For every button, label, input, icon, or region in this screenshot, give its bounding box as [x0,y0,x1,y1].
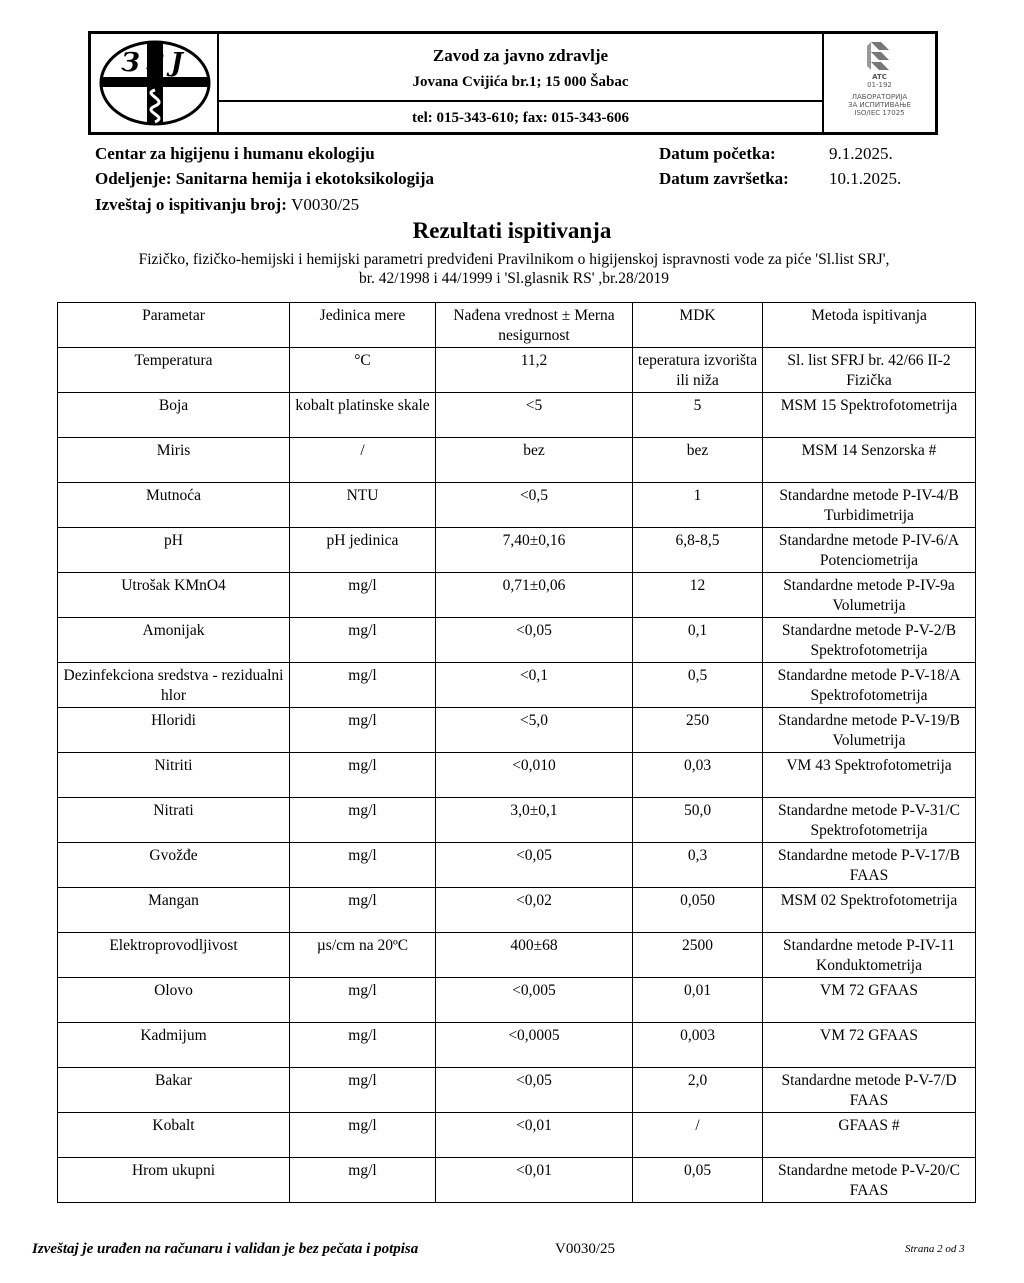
cell-unit: pH jedinica [290,528,436,573]
header-mdk: MDK [633,303,763,348]
cell-method: MSM 02 Spektrofotometrija [763,888,976,933]
institution-address: Jovana Cvijića br.1; 15 000 Šabac [412,74,629,90]
cell-mdk: 2500 [633,933,763,978]
table-row [58,1113,976,1158]
cell-value: 400±68 [436,933,633,978]
table-row [58,798,976,843]
center-name: Centar za higijenu i humanu ekologiju [95,144,375,163]
cell-value: 3,0±0,1 [436,798,633,843]
cell-unit: / [290,438,436,483]
subtitle-line-1: Fizičko, fizičko-hemijski i hemijski parametri predviđeni Pravilnikom o higijenskoj ispravnosti vode za piće 'Sl.list SRJ', [138,251,890,268]
subtitle-line-2: br. 42/1998 i 44/1999 i 'Sl.glasnik RS' ,br.28/2019 [358,270,669,287]
cell-parameter: Boja [58,393,290,438]
cell-unit: mg/l [290,663,436,708]
cell-parameter: Hrom ukupni [58,1158,290,1203]
cell-parameter: Elektroprovodljivost [58,933,290,978]
cell-unit: mg/l [290,798,436,843]
cell-method: Standardne metode P-V-18/A Spektrofotometrija [763,663,976,708]
cell-method: Standardne metode P-V-7/D FAAS [763,1068,976,1113]
cell-parameter: Olovo [58,978,290,1023]
accreditation-mark [824,34,935,132]
cell-method: GFAAS # [763,1113,976,1158]
document-header [88,31,938,135]
cell-parameter: Amonijak [58,618,290,663]
cell-parameter: Kadmijum [58,1023,290,1068]
cell-method: Standardne metode P-IV-11 Konduktometrija [763,933,976,978]
footer-note: Izveštaj je urađen na računaru i validan je bez pečata i potpisa [32,1241,419,1257]
cell-value: <0,5 [436,483,633,528]
cell-method: Standardne metode P-V-17/B FAAS [763,843,976,888]
cell-method: Sl. list SFRJ br. 42/66 II-2 Fizička [763,348,976,393]
accreditation-line-1: ЛАБОРАТОРИЈА [851,93,908,101]
cell-mdk: / [633,1113,763,1158]
table-row [58,483,976,528]
cell-value: <0,005 [436,978,633,1023]
cell-mdk: 50,0 [633,798,763,843]
cell-value: 11,2 [436,348,633,393]
report-number: V0030/25 [291,195,360,214]
cell-value: <0,05 [436,1068,633,1113]
accreditation-number: 01-192 [867,81,892,89]
footer-report-code: V0030/25 [555,1241,615,1257]
cell-parameter: Bakar [58,1068,290,1113]
cell-mdk: 5 [633,393,763,438]
cell-value: 7,40±0,16 [436,528,633,573]
cell-value: <0,01 [436,1158,633,1203]
cell-unit: mg/l [290,708,436,753]
table-row [58,573,976,618]
cell-value: <0,010 [436,753,633,798]
cell-unit: mg/l [290,1113,436,1158]
table-row [58,978,976,1023]
cell-value: <0,01 [436,1113,633,1158]
page-title: Rezultati ispitivanja [412,218,612,243]
accreditation-icon [863,40,897,72]
accreditation-line-3: ISO/IEC 17025 [854,109,905,117]
cell-mdk: 6,8-8,5 [633,528,763,573]
cell-method: Standardne metode P-V-19/B Volumetrija [763,708,976,753]
cell-unit: mg/l [290,888,436,933]
cell-parameter: Temperatura [58,348,290,393]
cell-value: <0,1 [436,663,633,708]
cell-value: <5,0 [436,708,633,753]
cell-mdk: 0,03 [633,753,763,798]
end-date-line [659,169,901,189]
department-name: Odeljenje: Sanitarna hemija i ekotoksikologija [95,169,435,188]
cell-method: Standardne metode P-V-20/C FAAS [763,1158,976,1203]
cell-unit: mg/l [290,573,436,618]
report-number-label: Izveštaj o ispitivanju broj: [95,195,287,214]
cell-mdk: 0,5 [633,663,763,708]
results-body [58,348,976,1203]
cell-mdk: 0,003 [633,1023,763,1068]
table-row [58,663,976,708]
table-header-row [58,303,976,348]
header-unit: Jedinica mere [290,303,436,348]
report-number-line [95,195,359,215]
cell-mdk: 1 [633,483,763,528]
subtitle [40,250,988,288]
cell-method: MSM 15 Spektrofotometrija [763,393,976,438]
table-row [58,438,976,483]
cell-unit: mg/l [290,618,436,663]
table-row [58,618,976,663]
cell-parameter: Mangan [58,888,290,933]
table-row [58,933,976,978]
cell-value: <0,02 [436,888,633,933]
institution-phone: tel: 015-343-610; fax: 015-343-606 [411,110,630,126]
cell-unit: mg/l [290,978,436,1023]
table-row [58,708,976,753]
cell-mdk: 0,050 [633,888,763,933]
cell-mdk: 0,05 [633,1158,763,1203]
cell-unit: mg/l [290,1068,436,1113]
cell-value: <5 [436,393,633,438]
cell-method: MSM 14 Senzorska # [763,438,976,483]
cell-unit: kobalt platinske skale [290,393,436,438]
cell-parameter: Utrošak KMnO4 [58,573,290,618]
cell-value: <0,05 [436,843,633,888]
logo-text: ЗЗЈ [121,48,189,78]
cell-mdk: bez [633,438,763,483]
end-date-label: Datum završetka: [659,169,789,188]
cell-value: <0,0005 [436,1023,633,1068]
start-date-line [659,144,893,164]
table-row [58,1068,976,1113]
cell-method: VM 72 GFAAS [763,978,976,1023]
start-date-label: Datum početka: [659,144,776,163]
cell-parameter: Nitrati [58,798,290,843]
cell-mdk: 2,0 [633,1068,763,1113]
cell-unit: NTU [290,483,436,528]
header-method: Metoda ispitivanja [763,303,976,348]
cell-unit: µs/cm na 20ºC [290,933,436,978]
table-row [58,888,976,933]
cell-value: <0,05 [436,618,633,663]
cell-parameter: Kobalt [58,1113,290,1158]
cell-unit: °C [290,348,436,393]
institution-info [219,34,824,132]
logo-cell [91,34,219,132]
cell-parameter: Dezinfekciona sredstva - rezidualni hlor [58,663,290,708]
cell-parameter: Hloridi [58,708,290,753]
start-date: 9.1.2025. [829,144,893,163]
cell-method: VM 72 GFAAS [763,1023,976,1068]
table-row [58,528,976,573]
cell-method: Standardne metode P-IV-9a Volumetrija [763,573,976,618]
table-row [58,393,976,438]
cell-mdk: 12 [633,573,763,618]
header-parameter: Parametar [58,303,290,348]
cell-parameter: Nitriti [58,753,290,798]
cell-method: Standardne metode P-IV-4/B Turbidimetrija [763,483,976,528]
cell-mdk: teperatura izvorišta ili niža [633,348,763,393]
cell-mdk: 0,01 [633,978,763,1023]
cell-method: VM 43 Spektrofotometrija [763,753,976,798]
cell-method: Standardne metode P-V-2/B Spektrofotometrija [763,618,976,663]
cell-unit: mg/l [290,753,436,798]
institution-name: Zavod za javno zdravlje [432,46,609,65]
header-value: Nađena vrednost ± Merna nesigurnost [436,303,633,348]
table-row [58,1158,976,1203]
cell-unit: mg/l [290,843,436,888]
cell-parameter: Mutnoća [58,483,290,528]
accreditation-line-2: ЗА ИСПИТИВАЊЕ [848,101,911,109]
results-table [57,302,976,1203]
table-row [58,348,976,393]
cell-method: Standardne metode P-IV-6/A Potenciometrija [763,528,976,573]
page-number: Strana 2 od 3 [905,1243,965,1255]
accreditation-code: ATC [872,73,887,81]
cell-method: Standardne metode P-V-31/C Spektrofotometrija [763,798,976,843]
cell-value: 0,71±0,06 [436,573,633,618]
cell-value: bez [436,438,633,483]
institute-logo-icon [97,38,213,128]
cell-parameter: Miris [58,438,290,483]
cell-mdk: 250 [633,708,763,753]
table-row [58,1023,976,1068]
cell-unit: mg/l [290,1023,436,1068]
table-row [58,843,976,888]
cell-parameter: Gvožđe [58,843,290,888]
table-row [58,753,976,798]
cell-parameter: pH [58,528,290,573]
cell-mdk: 0,3 [633,843,763,888]
end-date: 10.1.2025. [829,169,902,188]
cell-mdk: 0,1 [633,618,763,663]
cell-unit: mg/l [290,1158,436,1203]
